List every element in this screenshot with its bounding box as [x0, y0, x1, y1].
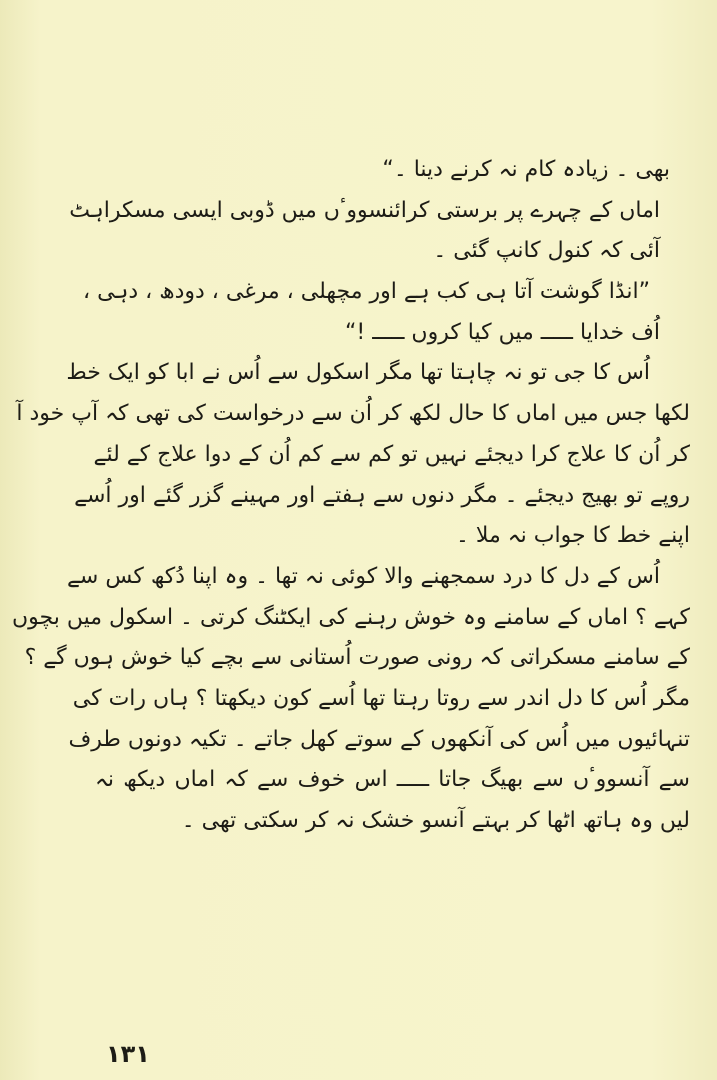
text-line: اُف خدایا ـــــ میں کیا کروں ـــــ !“ [344, 319, 660, 345]
text-line: بھی ۔ زیادہ کام نہ کرنے دینا ۔“ [382, 157, 670, 182]
text-line: تنہائیوں میں اُس کی آنکھوں کے سوتے کھل جاتے ۔ تکیہ دونوں طرف [68, 726, 690, 752]
text-line: سے آنسووٴں سے بھیگ جاتا ـــــ اس خوف سے کہ اماں دیکھ نہ [95, 767, 690, 793]
text-line: روپے تو بھیج دیجئے ۔ مگر دنوں سے ہفتے اور مہینے گزر گئے اور اُسے [74, 482, 690, 508]
text-line: لیں وہ ہاتھ اٹھا کر بہتے آنسو خشک نہ کر سکتی تھی ۔ [181, 808, 690, 833]
page-number: ۱۳۱ [106, 1040, 150, 1068]
text-line: اُس کے دل کا درد سمجھنے والا کوئی نہ تھا ۔ وہ اپنا دُکھ کس سے [67, 563, 660, 589]
text-line: اُس کا جی تو نہ چاہتا تھا مگر اسکول سے اُس نے ابا کو ایک خط [66, 360, 650, 386]
text-line: ”انڈا گوشت آتا ہی کب ہے اور مچھلی ، مرغی ، دودھ ، دہی ، [83, 279, 650, 305]
page-text [12, 150, 690, 842]
text-line: کے سامنے مسکراتی کہ رونی صورت اُستانی سے بچے کیا خوش ہوں گے ؟ [24, 645, 690, 671]
text-line: آئی کہ کنول کانپ گئی ۔ [433, 238, 660, 264]
text-line: مگر اُس کا دل اندر سے روتا رہتا تھا اُسے کون دیکھتا ؟ ہاں رات کی [72, 685, 690, 711]
text-line: اماں کے چہرے پر برستی کرائنسووٴں میں ڈوبی ایسی مسکراہٹ [69, 197, 660, 223]
text-line: لکھا جس میں اماں کا حال لکھ کر اُن سے درخواست کی تھی کہ آپ خود آ [16, 401, 690, 427]
text-line: کہے ؟ اماں کے سامنے وہ خوش رہنے کی ایکٹنگ کرتی ۔ اسکول میں بچوں [12, 604, 690, 630]
text-line: کر اُن کا علاج کرا دیجئے نہیں تو کم سے کم اُن کے دوا علاج کے لئے [93, 441, 690, 467]
text-line: اپنے خط کا جواب نہ ملا ۔ [456, 523, 690, 549]
